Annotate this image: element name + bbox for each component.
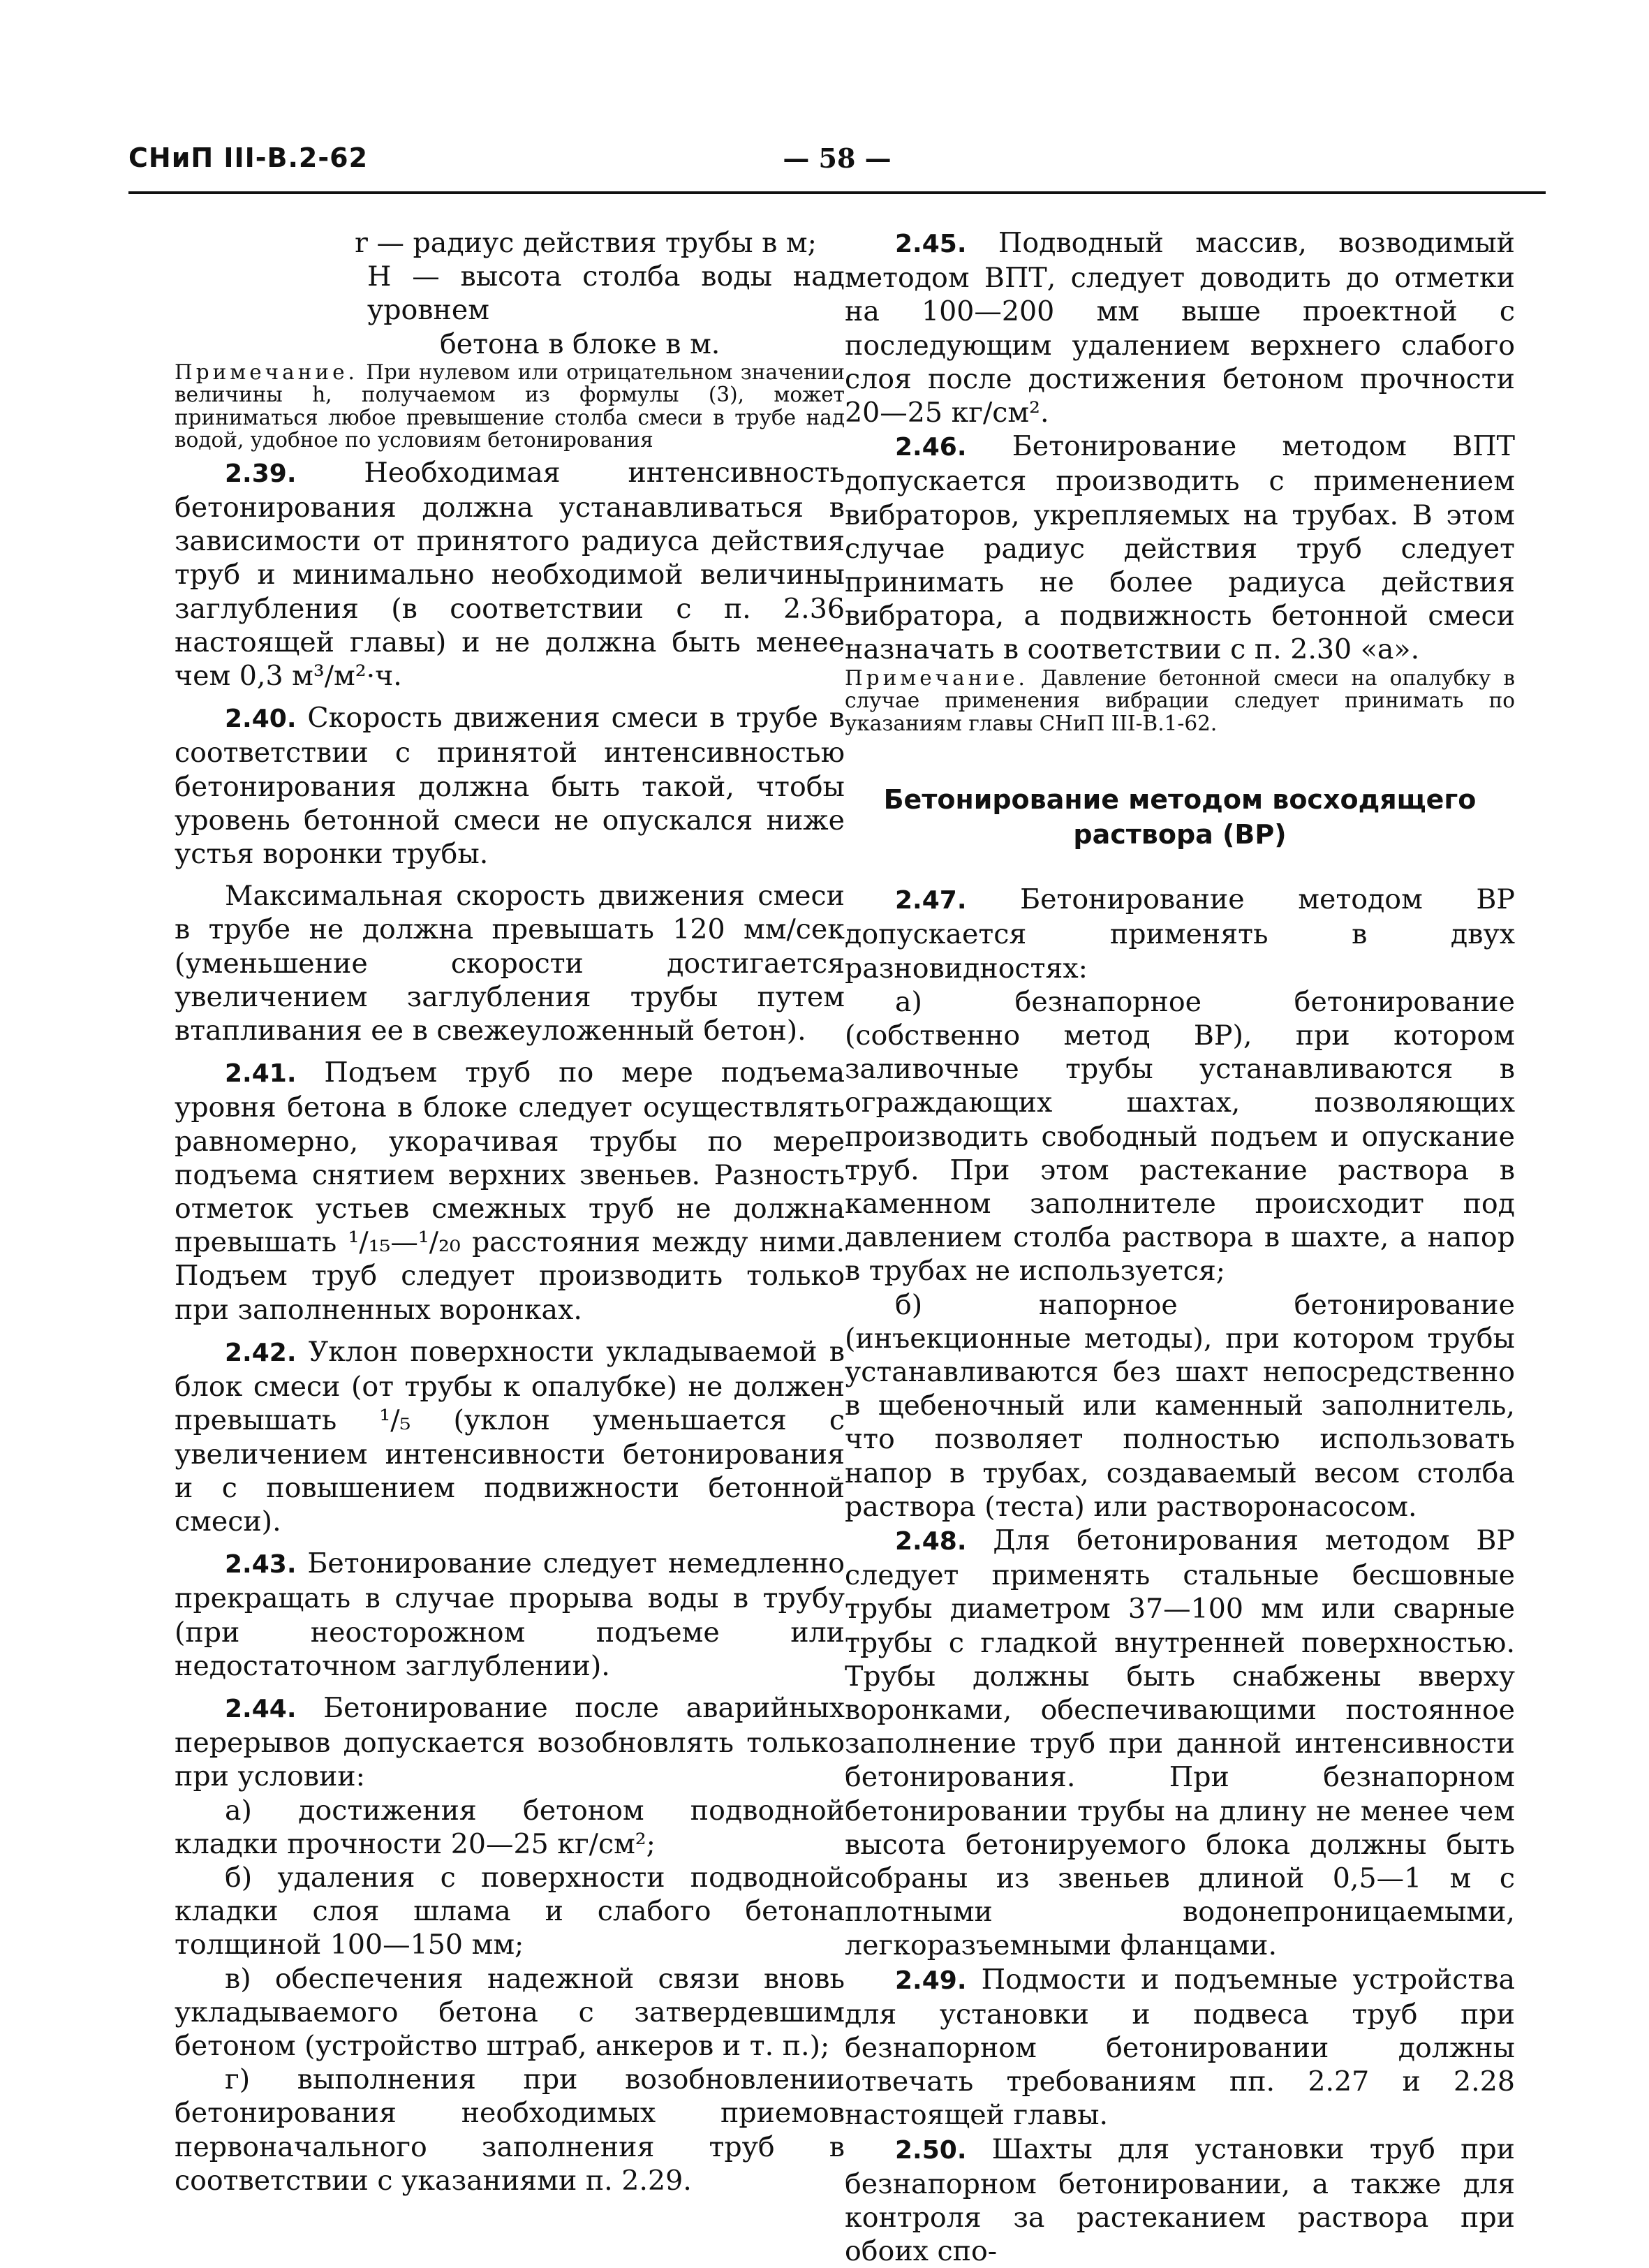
note-text: Давление бетонной смеси на опалубку в случае применения вибрации следует принимать по указаниям главы СНиП III-В.1-62. [845, 665, 1515, 735]
paragraph-number: 2.48. [895, 1527, 967, 1556]
paragraph-2-45 [845, 226, 1515, 429]
note-text: При нулевом или отрицательном значении величины h, получаемом из формулы (3), может приниматься любое превышение столба смеси в трубе над водой, удобное по условиям бетонирования [175, 360, 845, 452]
definition-h-continued: бетона в блоке в м. [440, 327, 720, 360]
paragraph-2-41 [175, 1056, 845, 1327]
definition-h: Н — высота столба воды над уровнем [367, 260, 845, 327]
list-item-g: г) выполнения при возобновлении бетонирования необходимых приемов первоначального заполнения труб в соответствии с указаниями п. 2.29. [175, 2063, 845, 2197]
list-item-b: б) удаления с поверхности подводной кладки слоя шлама и слабого бетона толщиной 100—150 мм; [175, 1861, 845, 1961]
page-header [128, 140, 1546, 194]
paragraph-number: 2.41. [225, 1059, 297, 1089]
left-column [175, 226, 845, 2197]
paragraph-2-39 [175, 456, 845, 693]
paragraph-text: Необходимая интенсивность бетонирования должна устанавливаться в зависимости от принятого радиуса действия труб и минимально необходимой величины заглубления (в соответствии с п. 2.36 настоящей главы) и не должна быть менее чем 0,3 м³/м²·ч. [175, 456, 845, 693]
note-block [845, 667, 1515, 735]
section-spacer [845, 739, 1515, 782]
list-item-v: в) обеспечения надежной связи вновь укладываемого бетона с затвердевшим бетоном (устройство штраб, анкеров и т. п.); [175, 1962, 845, 2062]
paragraph-text: Бетонирование методом ВР допускается применять в двух разновидностях: [845, 883, 1515, 985]
list-item-b: б) напорное бетонирование (инъекционные методы), при котором трубы устанавливаются без шахт непосредственно в щебеночный или каменный заполнитель, что позволяет полностью использовать напор в трубах, создаваемый весом столба раствора (теста) или растворонасосом. [845, 1288, 1515, 1523]
paragraph-number: 2.47. [895, 886, 967, 915]
paragraph-text: Подводный массив, возводимый методом ВПТ, следует доводить до отметки на 100—200 мм выше проектной с последующим удалением верхнего слабого слоя после достижения бетоном прочности 20—25 кг/см². [845, 227, 1515, 429]
paragraph-2-48 [845, 1524, 1515, 1963]
paragraph-number: 2.44. [225, 1694, 297, 1723]
document-code: СНиП III-В.2-62 [128, 142, 369, 173]
definition-r: r — радиус действия трубы в м; [355, 227, 817, 259]
paragraph-number: 2.45. [895, 230, 967, 258]
paragraph-text: Скорость движения смеси в трубе в соответствии с принятой интенсивностью бетонирования должна быть такой, чтобы уровень бетонной смеси не опускался ниже устья воронки трубы. [175, 702, 845, 871]
paragraph-text: Подъем труб по мере подъема уровня бетона в блоке следует осуществлять равномерно, укорачивая трубы по мере подъема снятием верхних звеньев. Разность отметок устьев смежных труб не должна превышать ¹/₁₅—¹/₂₀ расстояния между ними. Подъем труб следует производить только при заполненных воронках. [175, 1056, 845, 1326]
section-spacer [845, 852, 1515, 883]
paragraph-2-50 [845, 2133, 1515, 2268]
paragraph-2-40 [175, 701, 845, 871]
section-title: Бетонирование методом восходящего раствора (ВР) [883, 784, 1477, 850]
paragraph-text: Шахты для установки труб при безнапорном бетонировании, а также для контроля за растеканием раствора при обоих спо- [845, 2133, 1515, 2268]
paragraph-text: Бетонирование методом ВПТ допускается производить с применением вибраторов, укрепляемых на трубах. В этом случае радиус действия труб следует принимать не более радиуса действия вибратора, а подвижность бетонной смеси назначать в соответствии с п. 2.30 «а». [845, 430, 1515, 666]
paragraph-text: Бетонирование следует немедленно прекращать в случае прорыва воды в трубу (при неосторожном подъеме или недостаточном заглублении). [175, 1547, 845, 1682]
paragraph-number: 2.43. [225, 1550, 297, 1580]
paragraph-2-44 [175, 1691, 845, 1794]
note-label: Примечание. [175, 360, 358, 384]
paragraph-2-43 [175, 1547, 845, 1683]
paragraph-number: 2.39. [225, 459, 297, 488]
note-block [175, 361, 845, 452]
paragraph-2-40-continued: Максимальная скорость движения смеси в трубе не должна превышать 120 мм/сек (уменьшение скорости достигается увеличением заглубления трубы путем втапливания ее в свежеуложенный бетон). [175, 880, 845, 1047]
right-column [845, 226, 1516, 2268]
note-label: Примечание. [845, 665, 1028, 690]
list-item-a: а) достижения бетоном подводной кладки прочности 20—25 кг/см²; [175, 1794, 845, 1860]
paragraph-text: Бетонирование после аварийных перерывов допускается возобновлять только при условии: [175, 1691, 845, 1793]
paragraph-number: 2.42. [225, 1338, 297, 1367]
paragraph-number: 2.40. [225, 705, 297, 734]
paragraph-text: Уклон поверхности укладываемой в блок смеси (от трубы к опалубке) не должен превышать ¹/₅ (уклон уменьшается с увеличением интенсивности бетонирования и с повышением подвижности бетонной смеси). [175, 1335, 845, 1538]
paragraph-text: Подмости и подъемные устройства для установки и подвеса труб при безнапорном бетонировании должны отвечать требованиям пп. 2.27 и 2.28 настоящей главы. [845, 1963, 1515, 2132]
paragraph-2-49 [845, 1963, 1515, 2133]
paragraph-number: 2.50. [895, 2135, 967, 2165]
paragraph-number: 2.46. [895, 433, 967, 462]
paragraph-2-47 [845, 883, 1515, 985]
paragraph-2-46 [845, 429, 1515, 666]
paragraph-text: Для бетонирования методом ВР следует применять стальные бесшовные трубы диаметром 37—100 мм или сварные трубы с гладкой внутренней поверхностью. Трубы должны быть снабжены вверху воронками, обеспечивающими постоянное заполнение труб при данной интенсивности бетонирования. При безнапорном бетонировании трубы на длину не менее чем высота бетонируемого блока должны быть собраны из звеньев длиной 0,5—1 м с плотными водонепроницаемыми, легкоразъемными фланцами. [845, 1524, 1516, 1962]
paragraph-number: 2.49. [895, 1966, 967, 1995]
paragraph-2-42 [175, 1335, 845, 1538]
list-item-a: а) безнапорное бетонирование (собственно метод ВР), при котором заливочные трубы устанавливаются в ограждающих шахтах, позволяющих производить свободный подъем и опускание труб. При этом растекание раствора в каменном заполнителе происходит под давлением столба раствора в шахте, а напор в трубах не используется; [845, 985, 1515, 1288]
page-number: — 58 — [783, 142, 892, 174]
